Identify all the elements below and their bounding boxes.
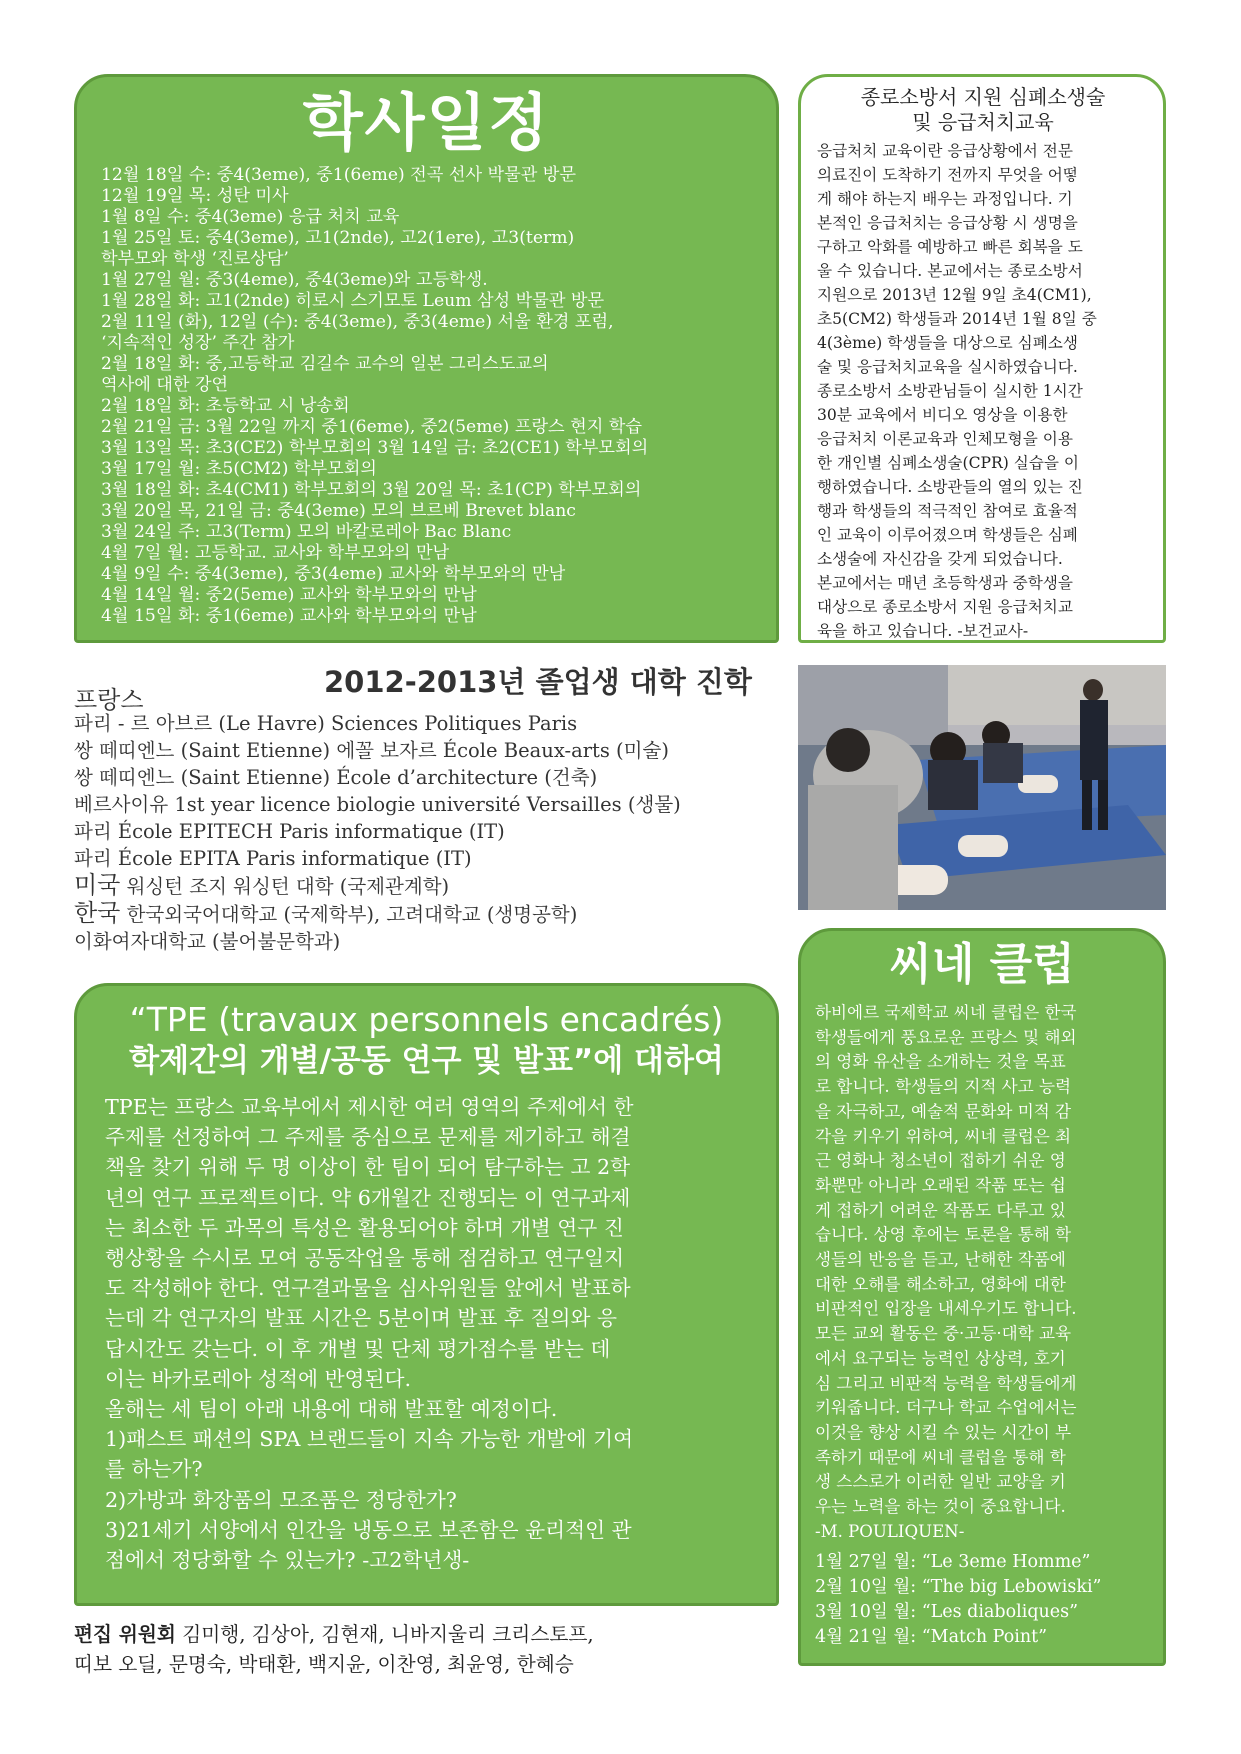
schedule-item: 1월 8일 수: 중4(3eme) 응급 처치 교육 <box>101 207 400 227</box>
schedule-item: 3월 17일 월: 초5(CM2) 학부모회의 <box>101 459 377 479</box>
graduates-korea-item-2: 이화여자대학교 (불어불문학과) <box>74 930 341 953</box>
schedule-item: 4월 9일 수: 중4(3eme), 중3(4eme) 교사와 학부모와의 만남 <box>101 564 566 584</box>
schedule-item: 3월 20일 목, 21일 금: 중4(3eme) 모의 브르베 Brevet blanc <box>101 501 576 521</box>
schedule-item: 12월 18일 수: 중4(3eme), 중1(6eme) 전곡 선사 박물관 방문 <box>101 165 576 185</box>
graduates-usa-row <box>74 872 681 900</box>
editorial-committee-names: 김미행, 김상아, 김현재, 니바지울리 크리스토프, 띠보 오딜, 문명숙, 박태환, 백지윤, 이찬영, 최윤영, 한혜승 <box>74 1623 594 1676</box>
schedule-item: 1월 28일 화: 고1(2nde) 히로시 스기모토 Leum 삼성 박물관 방문 <box>101 291 605 311</box>
schedule-item: 2월 18일 화: 중,고등학교 김길수 교수의 일본 그리스도교의 <box>101 354 549 374</box>
cine-club-film-list <box>815 1550 1149 1650</box>
graduates-korea-row <box>74 900 681 928</box>
schedule-item: 1월 27일 월: 중3(4eme), 중4(3eme)와 고등학생. <box>101 270 488 290</box>
graduates-france-item: 쌍 떼띠엔느 (Saint Etienne) École d’architecture (건축) <box>74 766 598 789</box>
schedule-item: 12월 19일 목: 성탄 미사 <box>101 186 289 206</box>
graduates-usa-label: 미국 <box>74 871 121 899</box>
firstaid-body: 응급처치 교육이란 응급상황에서 전문 의료진이 도착하기 전까지 무엇을 어떻 게 해야 하는지 배우는 과정입니다. 기 본적인 응급처치는 응급상황 시 생명을 구하고 악화를 예방하고 빠른 회복을 도 울 수 있습니다. 본교에서는 종로소방서 지원으로 2013년 12월 9일 초4(CM1), 초5(CM2) 학생들과 2014년 1월 8일 중 4(3ème) 학생들을 대상으로 심폐소생 술 및 응급처치교육을 실시하였습니다. 종로소방서 소방관님들이 실시한 1시간 30분 교육에서 비디오 영상을 이용한 응급처치 이론교육과 인체모형을 이용 한 개인별 심폐소생술(CPR) 실습을 이 행하였습니다. 소방관들의 열의 있는 진 행과 학생들의 적극적인 참여로 효율적 인 교육이 이루어졌으며 학생들은 심폐 소생술에 자신감을 갖게 되었습니다. 본교에서는 매년 초등학생과 중학생을 대상으로 종로소방서 지원 응급처치교 육을 하고 있습니다. -보건교사- <box>817 142 1097 640</box>
firstaid-title: 종로소방서 지원 심폐소생술 및 응급처치교육 <box>860 85 1106 134</box>
schedule-item: 3월 24일 주: 고3(Term) 모의 바칼로레아 Bac Blanc <box>101 522 512 542</box>
schedule-item: 4월 7일 월: 고등학교. 교사와 학부모와의 만남 <box>101 543 450 563</box>
graduates-usa-item: 워싱턴 조지 워싱턴 대학 (국제관계학) <box>126 875 450 898</box>
graduates-korea-label: 한국 <box>74 899 121 927</box>
tpe-box <box>74 983 779 1606</box>
schedule-list <box>101 165 752 627</box>
tpe-title-line-1: “TPE (travaux personnels encadrés) <box>129 1000 724 1039</box>
cine-club-body: 하비에르 국제학교 씨네 클럽은 한국 학생들에게 풍요로운 프랑스 및 해외 의 영화 유산을 소개하는 것을 목표 로 합니다. 학생들의 지적 사고 능력 을 자극하고, 예술적 문화와 미적 감 각을 키우기 위하여, 씨네 클럽은 최 근 영화나 청소년이 접하기 쉬운 영 화뿐만 아니라 오래된 작품 또는 쉽 게 접하기 어려운 작품도 다루고 있 습니다. 상영 후에는 토론을 통해 학 생들의 반응을 듣고, 난해한 작품에 대한 오해를 해소하고, 영화에 대한 비판적인 입장을 내세우기도 합니다. 모든 교외 활동은 중·고등·대학 교육 에서 요구되는 능력인 상상력, 호기 심 그리고 비판적 능력을 학생들에게 키워줍니다. 더구나 학교 수업에서는 이것을 향상 시킬 수 있는 시간이 부 족하기 때문에 씨네 클럽을 통해 학 생 스스로가 이러한 일반 교양을 키 우는 노력을 하는 것이 중요합니다. -M. POULIQUEN- <box>815 1003 1077 1541</box>
graduates-korea-item: 한국외국어대학교 (국제학부), 고려대학교 (생명공학) <box>126 903 578 926</box>
graduates-title: 2012-2013년 졸업생 대학 진학 <box>324 665 752 699</box>
tpe-title-line-2: 학제간의 개별/공동 연구 및 발표”에 대하여 <box>129 1043 724 1079</box>
schedule-item: 역사에 대한 강연 <box>101 375 229 395</box>
editorial-committee-label: 편집 위원회 <box>74 1623 176 1646</box>
schedule-title: 학사일정 <box>302 86 551 159</box>
schedule-item: 2월 21일 금: 3월 22일 까지 중1(6eme), 중2(5eme) 프랑스 현지 학습 <box>101 417 642 437</box>
editorial-committee <box>74 1620 774 1680</box>
cpr-training-photo <box>798 665 1166 910</box>
schedule-box <box>74 74 779 643</box>
schedule-item: 4월 15일 화: 중1(6eme) 교사와 학부모와의 만남 <box>101 606 477 626</box>
schedule-item: 3월 13일 목: 초3(CE2) 학부모회의 3월 14일 금: 초2(CE1) 학부모회의 <box>101 438 649 458</box>
schedule-item: 학부모와 학생 ‘진로상담’ <box>101 249 289 269</box>
schedule-item: 4월 14일 월: 중2(5eme) 교사와 학부모와의 만남 <box>101 585 477 605</box>
film-item: 4월 21일 월: “Match Point” <box>815 1627 1048 1648</box>
film-item: 1월 27일 월: “Le 3eme Homme” <box>815 1552 1091 1573</box>
firstaid-box <box>798 74 1166 643</box>
cpr-photo-illustration <box>798 665 1166 910</box>
cine-club-title: 씨네 클럽 <box>889 939 1075 990</box>
graduates-france-label: 프랑스 <box>74 686 144 714</box>
graduates-list <box>74 710 681 955</box>
cine-club-box <box>798 928 1166 1666</box>
graduates-france-item: 베르사이유 1st year licence biologie université Versailles (생물) <box>74 793 681 816</box>
graduates-france-item: 파리 École EPITA Paris informatique (IT) <box>74 847 472 870</box>
film-item: 2월 10일 월: “The big Lebowiski” <box>815 1577 1102 1598</box>
graduates-france-item: 파리 École EPITECH Paris informatique (IT) <box>74 820 505 843</box>
schedule-item: 1월 25일 토: 중4(3eme), 고1(2nde), 고2(1ere), 고3(term) <box>101 228 575 248</box>
film-item: 3월 10일 월: “Les diaboliques” <box>815 1602 1079 1623</box>
graduates-section <box>74 660 786 970</box>
schedule-item: ‘지속적인 성장’ 주간 참가 <box>101 333 295 353</box>
graduates-france-item: 쌍 떼띠엔느 (Saint Etienne) 에꼴 보자르 École Beaux-arts (미술) <box>74 739 669 762</box>
schedule-item: 2월 11일 (화), 12일 (수): 중4(3eme), 중3(4eme) 서울 환경 포럼, <box>101 312 614 332</box>
graduates-france-item: 파리 - 르 아브르 (Le Havre) Sciences Politiques Paris <box>74 712 578 735</box>
schedule-item: 2월 18일 화: 초등학교 시 낭송회 <box>101 396 350 416</box>
tpe-body: TPE는 프랑스 교육부에서 제시한 여러 영역의 주제에서 한 주제를 선정하여 그 주제를 중심으로 문제를 제기하고 해결 책을 찾기 위해 두 명 이상이 한 팀이 되어 탐구하는 고 2학 년의 연구 프로젝트이다. 약 6개월간 진행되는 이 연구과제 는 최소한 두 과목의 특성은 활용되어야 하며 개별 연구 진 행상황을 수시로 모여 공동작업을 통해 점검하고 연구일지 도 작성해야 한다. 연구결과물을 심사위원들 앞에서 발표하 는데 각 연구자의 발표 시간은 5분이며 발표 후 질의와 응 답시간도 갖는다. 이 후 개별 및 단체 평가점수를 받는 데 이는 바카로레아 성적에 반영된다. 올해는 세 팀이 아래 내용에 대해 발표할 예정이다. 1)패스트 패션의 SPA 브랜드들이 지속 가능한 개발에 기여 를 하는가? 2)가방과 화장품의 모조품은 정당한가? 3)21세기 서양에서 인간을 냉동으로 보존함은 윤리적인 관 점에서 정당화할 수 있는가? -고2학년생- <box>105 1095 634 1573</box>
schedule-item: 3월 18일 화: 초4(CM1) 학부모회의 3월 20일 목: 초1(CP) 학부모회의 <box>101 480 642 500</box>
